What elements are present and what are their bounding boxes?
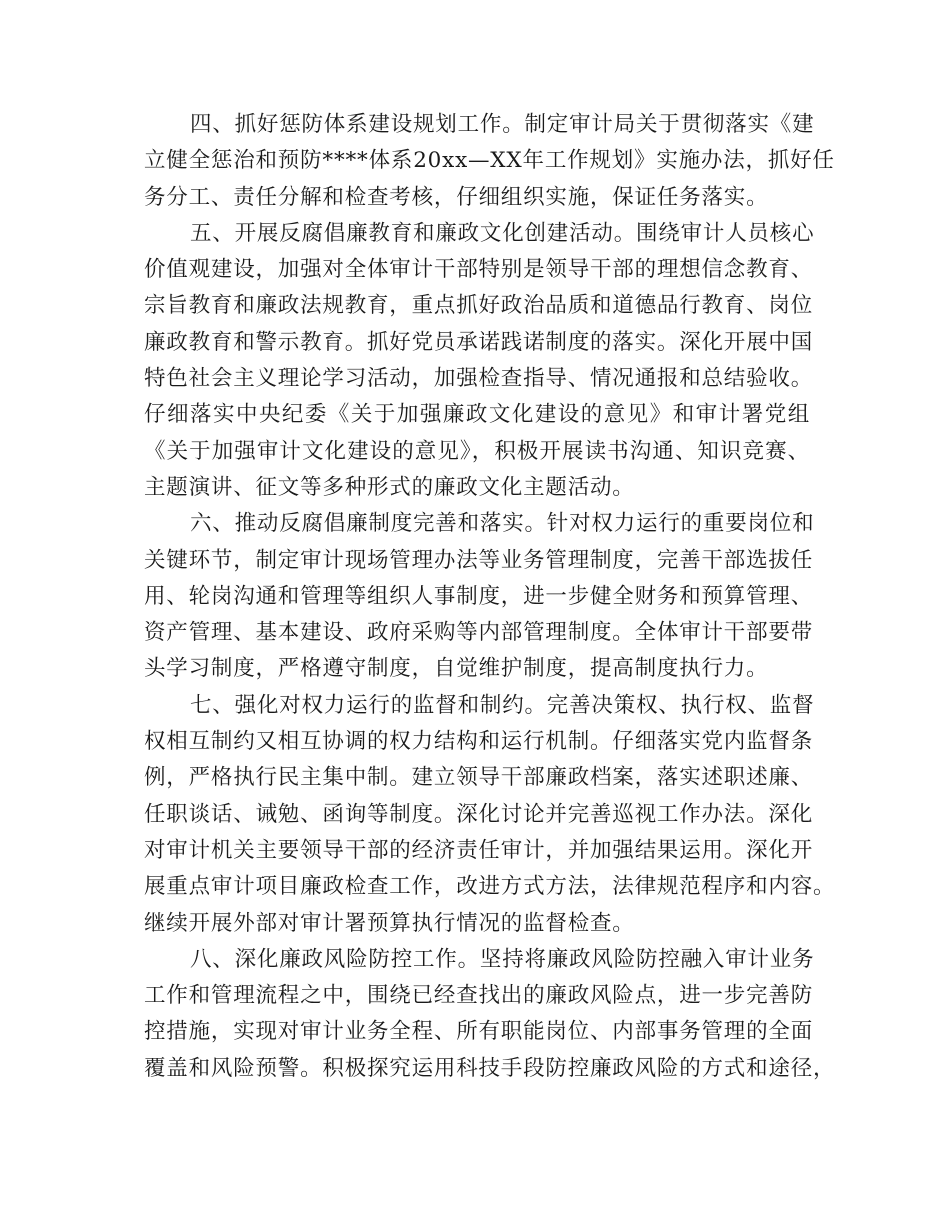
paragraph-line: 特色社会主义理论学习活动，加强检查指导、情况通报和总结验收。 <box>144 366 814 392</box>
paragraph-line: 展重点审计项目廉政检查工作，改进方式方法，法律规范程序和内容。 <box>144 874 836 900</box>
paragraph-7 <box>144 688 836 942</box>
paragraph-line: 继续开展外部对审计署预算执行情况的监督检查。 <box>144 910 635 936</box>
paragraph-line: 主题演讲、征文等多种形式的廉政文化主题活动。 <box>144 474 635 500</box>
paragraph-8 <box>144 942 836 1087</box>
paragraph-line: 八、深化廉政风险防控工作。坚持将廉政风险防控融入审计业务 <box>190 946 815 972</box>
paragraph-line: 权相互制约又相互协调的权力结构和运行机制。仔细落实党内监督条 <box>144 729 814 755</box>
paragraph-line: 对审计机关主要领导干部的经济责任审计，并加强结果运用。深化开 <box>144 837 814 863</box>
paragraph-line: 立健全惩治和预防****体系20xx—XX年工作规划》实施办法，抓好任 <box>144 148 835 174</box>
paragraph-line: 控措施，实现对审计业务全程、所有职能岗位、内部事务管理的全面 <box>144 1019 814 1045</box>
paragraph-line: 四、抓好惩防体系建设规划工作。制定审计局关于贯彻落实《建 <box>190 112 815 137</box>
paragraph-5 <box>144 216 815 506</box>
paragraph-6 <box>144 506 815 687</box>
paragraph-line: 五、开展反腐倡廉教育和廉政文化创建活动。围绕审计人员核心 <box>190 220 815 246</box>
paragraph-line: 七、强化对权力运行的监督和制约。完善决策权、执行权、监督 <box>190 692 815 718</box>
paragraph-4 <box>144 107 835 216</box>
paragraph-line: 关键环节，制定审计现场管理办法等业务管理制度，完善干部选拔任 <box>144 547 814 573</box>
paragraph-line: 六、推动反腐倡廉制度完善和落实。针对权力运行的重要岗位和 <box>190 511 815 537</box>
paragraph-line: 仔细落实中央纪委《关于加强廉政文化建设的意见》和审计署党组 <box>144 402 810 428</box>
paragraph-line: 用、轮岗沟通和管理等组织人事制度，进一步健全财务和预算管理、 <box>144 583 814 609</box>
paragraph-line: 宗旨教育和廉政法规教育，重点抓好政治品质和道德品行教育、岗位 <box>144 293 814 319</box>
paragraph-line: 例，严格执行民主集中制。建立领导干部廉政档案，落实述职述廉、 <box>144 765 814 791</box>
paragraph-line: 覆盖和风险预警。积极探究运用科技手段防控廉政风险的方式和途径， <box>144 1055 836 1081</box>
document-body <box>144 107 836 1087</box>
paragraph-line: 廉政教育和警示教育。抓好党员承诺践诺制度的落实。深化开展中国 <box>144 329 814 355</box>
paragraph-line: 头学习制度，严格遵守制度，自觉维护制度，提高制度执行力。 <box>144 656 769 682</box>
paragraph-line: 工作和管理流程之中，围绕已经查找出的廉政风险点，进一步完善防 <box>144 983 814 1009</box>
paragraph-line: 价值观建设，加强对全体审计干部特别是领导干部的理想信念教育、 <box>144 257 814 283</box>
paragraph-line: 任职谈话、诫勉、函询等制度。深化讨论并完善巡视工作办法。深化 <box>144 801 814 827</box>
paragraph-line: 务分工、责任分解和检查考核，仔细组织实施，保证任务落实。 <box>144 184 769 210</box>
paragraph-line: 《关于加强审计文化建设的意见》，积极开展读书沟通、知识竞赛、 <box>144 438 810 464</box>
paragraph-line: 资产管理、基本建设、政府采购等内部管理制度。全体审计干部要带 <box>144 620 814 646</box>
